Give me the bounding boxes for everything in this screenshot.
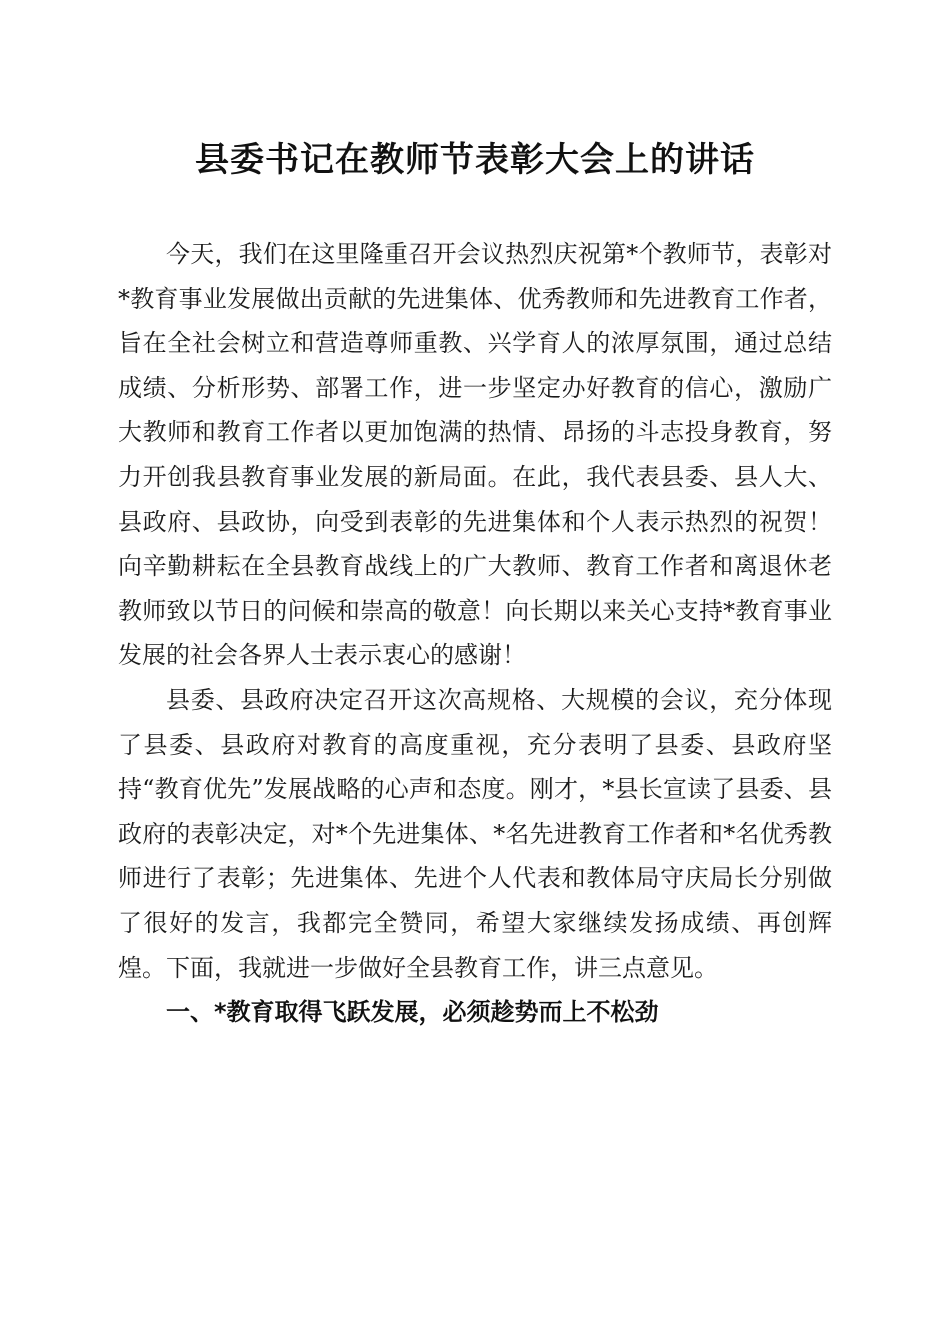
paragraph-2: 县委、县政府决定召开这次高规格、大规模的会议，充分体现了县委、县政府对教育的高度重视，充分表明了县委、县政府坚持“教育优先”发展战略的心声和态度。刚才，*县长宣读了县委、县政府的表彰决定，对*个先进集体、*名先进教育工作者和*名优秀教师进行了表彰；先进集体、先进个人代表和教体局守庆局长分别做了很好的发言，我都完全赞同，希望大家继续发扬成绩、再创辉煌。下面，我就进一步做好全县教育工作，讲三点意见。 [118, 685, 832, 982]
document-body [118, 232, 832, 1035]
paragraph-1: 今天，我们在这里隆重召开会议热烈庆祝第*个教师节，表彰对*教育事业发展做出贡献的先进集体、优秀教师和先进教育工作者，旨在全社会树立和营造尊师重教、兴学育人的浓厚氛围，通过总结成绩、分析形势、部署工作，进一步坚定办好教育的信心，激励广大教师和教育工作者以更加饱满的热情、昂扬的斗志投身教育，努力开创我县教育事业发展的新局面。在此，我代表县委、县人大、县政府、县政协，向受到表彰的先进集体和个人表示热烈的祝贺！向辛勤耕耘在全县教育战线上的广大教师、教育工作者和离退休老教师致以节日的问候和崇高的敬意！向长期以来关心支持*教育事业发展的社会各界人士表示衷心的感谢！ [118, 240, 832, 670]
document-title: 县委书记在教师节表彰大会上的讲话 [195, 140, 755, 180]
section-heading-1: 一、*教育取得飞跃发展，必须趁势而上不松劲 [166, 998, 659, 1027]
